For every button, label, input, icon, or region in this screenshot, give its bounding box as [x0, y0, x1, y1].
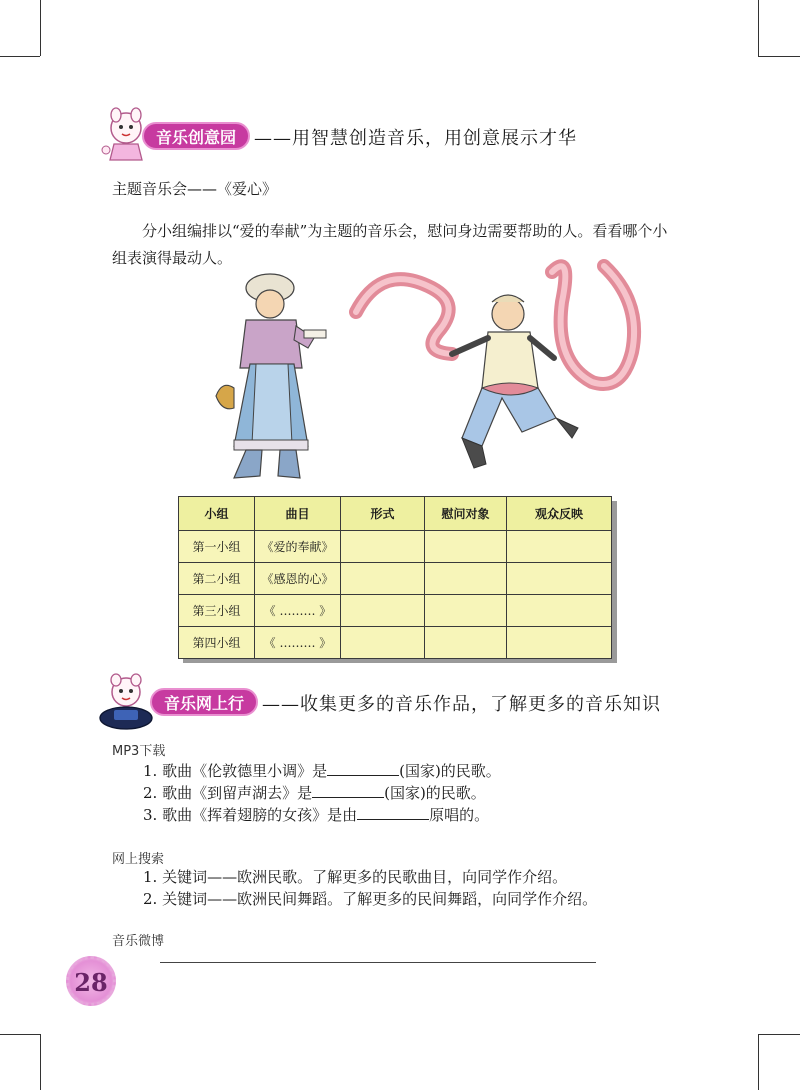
intro-paragraph: 分小组编排以“爱的奉献”为主题的音乐会，慰问身边需要帮助的人。看看哪个小组表演得最动人。: [112, 222, 668, 267]
group-table-grid: [178, 496, 612, 659]
question-text: 3. 歌曲《挥着翅膀的女孩》是由: [143, 806, 358, 824]
mp3-question-list: [143, 760, 501, 826]
table-cell: [507, 531, 612, 563]
list-item: 1. 关键词——欧洲民歌。了解更多的民歌曲目，向同学作介绍。: [143, 868, 568, 886]
table-header-cell: 观众反映: [507, 497, 612, 531]
table-row: [179, 627, 612, 659]
search-heading: 网上搜索: [112, 852, 165, 867]
table-cell: 《 ……… 》: [255, 595, 341, 627]
section-header-creative: [96, 106, 736, 166]
table-header-cell: 曲目: [255, 497, 341, 531]
question-text: (国家)的民歌。: [399, 762, 501, 780]
table-cell: 第四小组: [179, 627, 255, 659]
crop-mark: [758, 1034, 800, 1035]
list-item: [143, 782, 501, 804]
table-cell: [507, 563, 612, 595]
crop-mark: [40, 0, 41, 56]
list-item: 2. 关键词——欧洲民间舞蹈。了解更多的民间舞蹈，向同学作介绍。: [143, 890, 598, 908]
table-cell: [425, 595, 507, 627]
table-header-cell: 慰问对象: [425, 497, 507, 531]
crop-mark: [758, 56, 800, 57]
section-title-pill: 音乐创意园: [142, 122, 250, 150]
table-header-cell: 形式: [341, 497, 425, 531]
crop-mark: [40, 1034, 41, 1090]
table-cell: 第三小组: [179, 595, 255, 627]
table-cell: [341, 595, 425, 627]
table-cell: 《 ……… 》: [255, 627, 341, 659]
ribbon-dancer-illustration: [342, 242, 648, 484]
table-cell: 第一小组: [179, 531, 255, 563]
concert-subtitle: 主题音乐会——《爱心》: [112, 180, 278, 198]
woman-with-tea-illustration: [204, 268, 334, 482]
answer-blank[interactable]: [312, 784, 384, 798]
table-cell: 《感恩的心》: [255, 563, 341, 595]
answer-blank[interactable]: [357, 806, 429, 820]
section-slogan: ——用智慧创造音乐，用创意展示才华: [254, 128, 577, 149]
table-cell: [341, 531, 425, 563]
question-text: 1. 歌曲《伦敦德里小调》是: [143, 762, 328, 780]
table-header-cell: 小组: [179, 497, 255, 531]
table-row: [179, 531, 612, 563]
table-cell: 《爱的奉献》: [255, 531, 341, 563]
table-cell: 第二小组: [179, 563, 255, 595]
table-cell: [341, 563, 425, 595]
group-table: [178, 496, 612, 658]
search-list: [143, 866, 597, 910]
table-cell: [507, 627, 612, 659]
table-row: [179, 563, 612, 595]
table-header-row: [179, 497, 612, 531]
mascot-computer-icon: [96, 672, 156, 732]
table-cell: [425, 627, 507, 659]
list-item: [143, 760, 501, 782]
question-text: 2. 歌曲《到留声湖去》是: [143, 784, 313, 802]
table-cell: [341, 627, 425, 659]
weibo-writing-line[interactable]: [160, 962, 596, 963]
table-cell: [507, 595, 612, 627]
question-text: (国家)的民歌。: [384, 784, 486, 802]
list-item: [143, 804, 501, 826]
page-number-badge: [66, 956, 116, 1006]
page-number: 28: [74, 968, 108, 997]
mp3-heading: MP3下载: [112, 744, 166, 759]
table-cell: [425, 563, 507, 595]
weibo-heading: 音乐微博: [112, 934, 165, 949]
crop-mark: [758, 0, 759, 56]
crop-mark: [0, 56, 40, 57]
section-title-pill: 音乐网上行: [150, 688, 258, 716]
table-cell: [425, 531, 507, 563]
section-slogan: ——收集更多的音乐作品，了解更多的音乐知识: [262, 694, 661, 715]
crop-mark: [758, 1034, 759, 1090]
crop-mark: [0, 1034, 40, 1035]
answer-blank[interactable]: [327, 762, 399, 776]
section-header-online: [96, 672, 736, 732]
table-row: [179, 595, 612, 627]
question-text: 原唱的。: [429, 806, 490, 824]
